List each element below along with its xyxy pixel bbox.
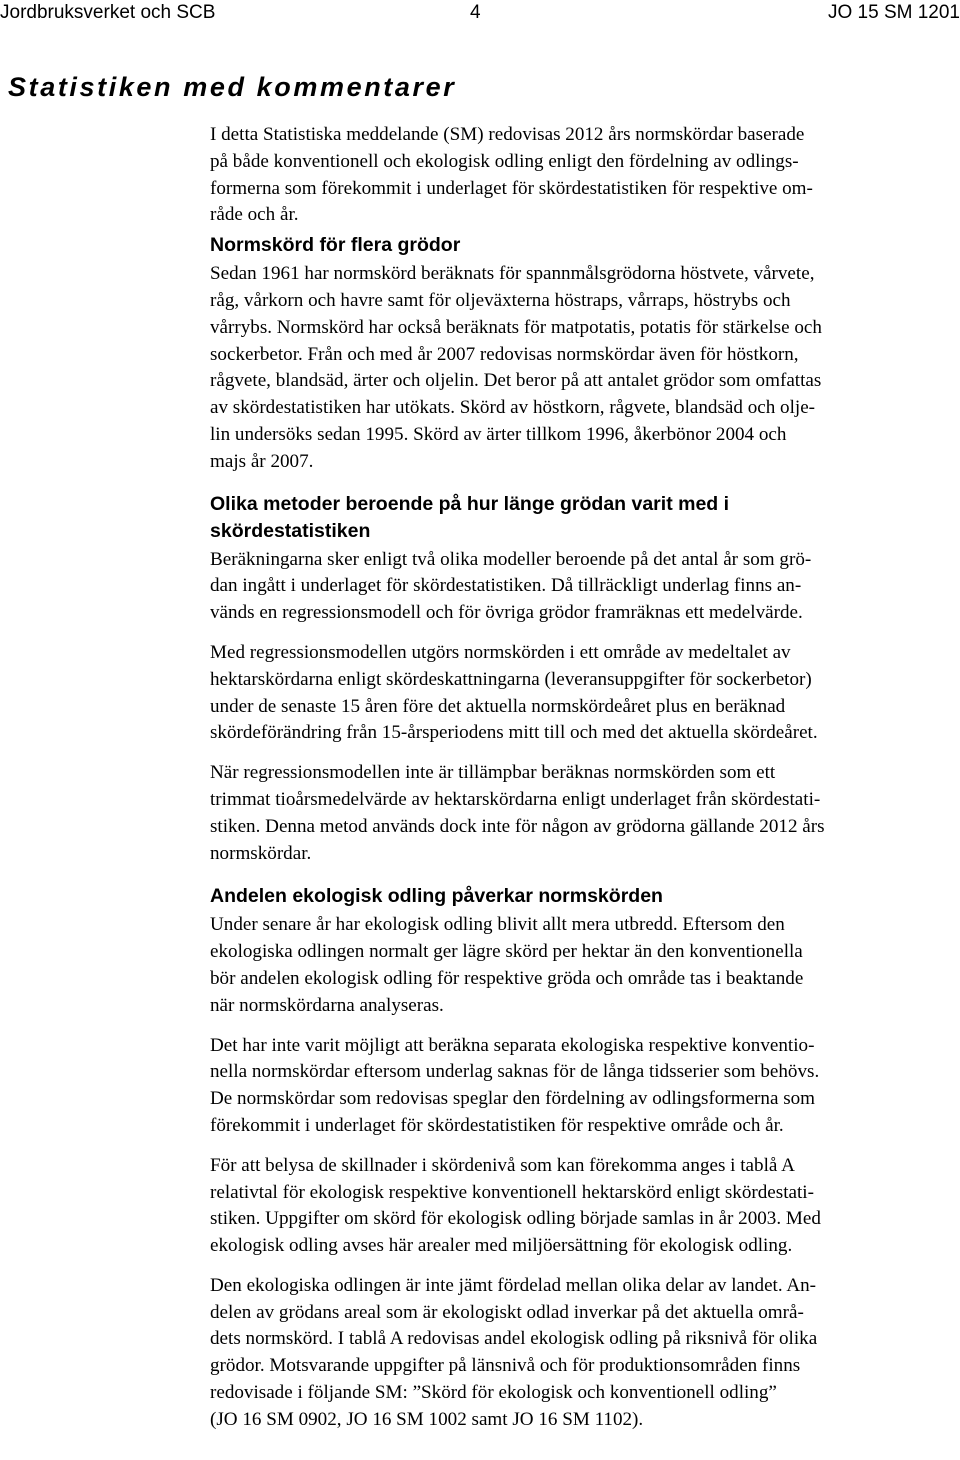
text-line: Sedan 1961 har normskörd beräknats för spannmålsgrödorna höstvete, vårvete, (210, 263, 815, 285)
text-line: (JO 16 SM 0902, JO 16 SM 1002 samt JO 16 SM 1102). (210, 1408, 644, 1430)
text-line: delen av grödans areal som är ekologiskt odlad inverkar på det aktuella områ- (210, 1301, 804, 1323)
text-line: råde och år. (210, 204, 299, 226)
text-line: grödor. Motsvarande uppgifter på länsnivå och för produktionsområden finns (210, 1355, 801, 1377)
text-line: vänds en regressionsmodell och för övriga grödor framräknas ett medelvärde. (210, 602, 803, 624)
section1-paragraph (210, 261, 958, 475)
text-line: förekommit i underlaget för skördestatistiken för respektive område och år. (210, 1114, 784, 1136)
text-line: normskördar. (210, 842, 312, 864)
text-line: De normskördar som redovisas speglar den fördelning av odlingsformerna som (210, 1088, 816, 1110)
page-title: Statistiken med kommentarer (8, 72, 457, 102)
text-line: råg, vårkorn och havre samt för oljeväxterna höstraps, vårraps, höstrybs och (210, 289, 791, 311)
text-line: sockerbetor. Från och med år 2007 redovisas normskördar även för höstkorn, (210, 343, 799, 365)
text-line: vårrybs. Normskörd har också beräknats för matpotatis, potatis för stärkelse och (210, 316, 822, 338)
heading-line: Olika metoder beroende på hur länge grödan varit med i (210, 492, 730, 515)
text-line: Det har inte varit möjligt att beräkna separata ekologiska respektive konventio- (210, 1034, 815, 1056)
header-publisher: Jordbruksverket och SCB (0, 2, 216, 23)
text-line: skördeförändring från 15-årsperiodens mitt till och med det aktuella skördeåret. (210, 722, 818, 744)
text-line: Med regressionsmodellen utgörs normskörden i ett område av medeltalet av (210, 641, 791, 663)
header-publication-id: JO 15 SM 1201 (827, 2, 960, 23)
section2-paragraph-1 (210, 547, 958, 627)
text-line: under de senaste 15 åren före det aktuella normskördeåret plus en beräknad (210, 695, 786, 717)
text-line: För att belysa de skillnader i skördenivå som kan förekomma anges i tablå A (210, 1154, 795, 1176)
text-line: dets normskörd. I tablå A redovisas andel ekologisk odling på riksnivå för olika (210, 1328, 818, 1350)
section2-paragraph-3 (210, 760, 958, 867)
intro-paragraph (210, 122, 958, 229)
text-line: ekologisk odling avses här arealer med miljöersättning för ekologisk odling. (210, 1235, 793, 1257)
section-heading-normskord: Normskörd för flera grödor (210, 234, 461, 257)
section3-paragraph-2 (210, 1033, 958, 1140)
text-line: bör andelen ekologisk odling för respektive gröda och område tas i beaktande (210, 967, 804, 989)
text-line: formerna som förekommit i underlaget för skördestatistiken för respektive om- (210, 177, 813, 199)
header-page-number: 4 (470, 2, 481, 23)
text-line: redovisade i följande SM: ”Skörd för ekologisk och konventionell odling” (210, 1382, 777, 1404)
text-line: Under senare år har ekologisk odling blivit allt mera utbredd. Eftersom den (210, 914, 785, 936)
section2-paragraph-2 (210, 640, 958, 747)
text-line: hektarskördarna enligt skördeskattningarna (leveransuppgifter för sockerbetor) (210, 668, 812, 690)
section3-paragraph-3 (210, 1153, 958, 1260)
text-line: Den ekologiska odlingen är inte jämt fördelad mellan olika delar av landet. An- (210, 1274, 817, 1296)
text-line: när normskördarna analyseras. (210, 994, 444, 1016)
section3-paragraph-4 (210, 1273, 958, 1434)
section-heading-ekologisk: Andelen ekologisk odling påverkar normskörden (210, 885, 663, 908)
text-line: Beräkningarna sker enligt två olika modeller beroende på det antal år som grö- (210, 548, 812, 570)
text-line: rågvete, blandsäd, ärter och oljelin. Det beror på att antalet grödor som omfattas (210, 370, 822, 392)
text-line: stiken. Denna metod används dock inte för någon av grödorna gällande 2012 års (210, 815, 825, 837)
text-line: på både konventionell och ekologisk odling enligt den fördelning av odlings- (210, 150, 799, 172)
text-line: ekologiska odlingen normalt ger lägre skörd per hektar än den konventionella (210, 941, 803, 963)
text-line: stiken. Uppgifter om skörd för ekologisk odling började samlas in år 2003. Med (210, 1208, 821, 1230)
text-line: trimmat tioårsmedelvärde av hektarskördarna enligt underlaget från skördestati- (210, 788, 821, 810)
text-line: av skördestatistiken har utökats. Skörd av höstkorn, rågvete, blandsäd och olje- (210, 397, 816, 419)
text-line: nella normskördar eftersom underlag saknas för de långa tidsserier som behövs. (210, 1061, 820, 1083)
document-body (210, 122, 958, 1434)
text-line: I detta Statistiska meddelande (SM) redovisas 2012 års normskördar baserade (210, 124, 805, 145)
text-line: dan ingått i underlaget för skördestatistiken. Då tillräckligt underlag finns an- (210, 575, 802, 597)
text-line: relativtal för ekologisk respektive konventionell hektarskörd enligt skördestati- (210, 1181, 814, 1203)
heading-line: skördestatistiken (210, 519, 371, 542)
section-heading-metoder (210, 491, 958, 545)
text-line: lin undersöks sedan 1995. Skörd av ärter tillkom 1996, åkerbönor 2004 och (210, 423, 787, 445)
text-line: När regressionsmodellen inte är tillämpbar beräknas normskörden som ett (210, 762, 776, 784)
section3-paragraph-1 (210, 912, 958, 1019)
page-header (0, 0, 960, 26)
text-line: majs år 2007. (210, 450, 314, 472)
